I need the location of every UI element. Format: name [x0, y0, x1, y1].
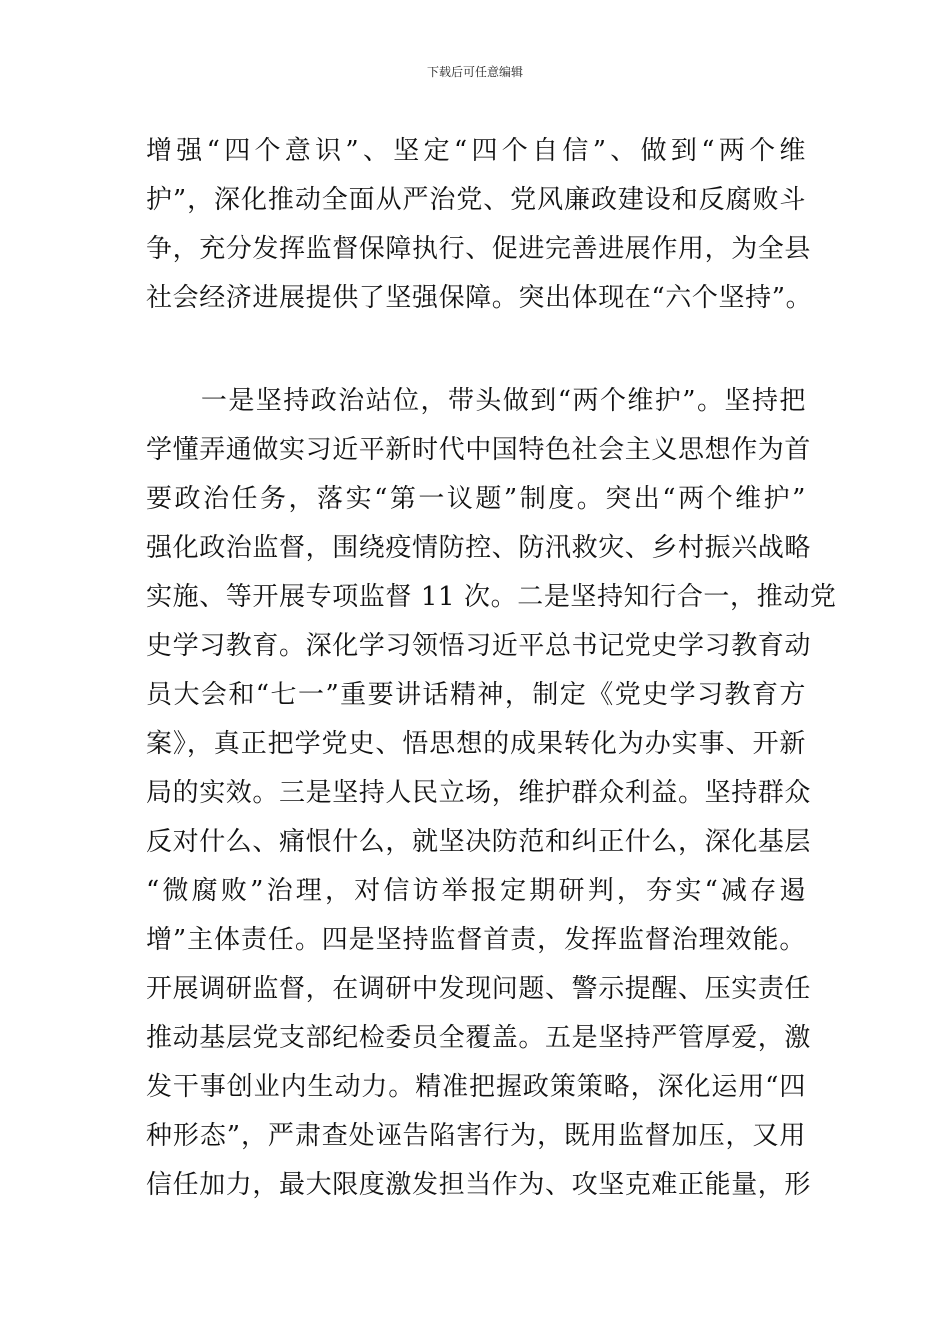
text-line: 史学习教育。深化学习领悟习近平总书记党史学习教育动	[146, 631, 812, 661]
text-line: “微腐败”治理，对信访举报定期研判，夯实“减存遏	[146, 876, 806, 906]
text-line: 争，充分发挥监督保障执行、促进完善进展作用，为全县	[146, 234, 812, 264]
text-line: 要政治任务，落实“第一议题”制度。突出“两个维护”	[146, 484, 806, 514]
text-line: 实施、等开展专项监督 11 次。二是坚持知行合一，推动党	[146, 582, 837, 612]
text-line: 种形态”，严肃查处诬告陷害行为，既用监督加压，又用	[146, 1121, 806, 1151]
text-line: 信任加力，最大限度激发担当作为、攻坚克难正能量，形	[146, 1170, 812, 1200]
text-line: 推动基层党支部纪检委员全覆盖。五是坚持严管厚爱，激	[146, 1023, 812, 1053]
text-line: 开展调研监督，在调研中发现问题、警示提醒、压实责任	[146, 974, 812, 1004]
text-line: 增强“四个意识”、坚定“四个自信”、做到“两个维	[146, 136, 806, 166]
text-line: 反对什么、痛恨什么，就坚决防范和纠正什么，深化基层	[146, 827, 812, 857]
page-header: 下载后可任意编辑	[426, 65, 523, 79]
text-line: 增”主体责任。四是坚持监督首责，发挥监督治理效能。	[146, 925, 806, 955]
text-line: 护”，深化推动全面从严治党、党风廉政建设和反腐败斗	[146, 185, 806, 215]
text-line: 发干事创业内生动力。精准把握政策策略，深化运用“四	[146, 1072, 806, 1102]
paragraph-1	[146, 127, 813, 323]
text-line: 局的实效。三是坚持人民立场，维护群众利益。坚持群众	[146, 778, 812, 808]
text-line: 社会经济进展提供了坚强保障。突出体现在“六个坚持”。	[146, 283, 813, 313]
paragraph-2	[146, 377, 837, 1210]
text-line: 员大会和“七一”重要讲话精神，制定《党史学习教育方	[146, 680, 806, 710]
text-line: 学懂弄通做实习近平新时代中国特色社会主义思想作为首	[146, 435, 812, 465]
text-line: 案》，真正把学党史、悟思想的成果转化为办实事、开新	[146, 729, 806, 759]
text-line: 强化政治监督，围绕疫情防控、防汛救灾、乡村振兴战略	[146, 533, 812, 563]
text-line: 一是坚持政治站位，带头做到“两个维护”。坚持把	[146, 386, 806, 416]
